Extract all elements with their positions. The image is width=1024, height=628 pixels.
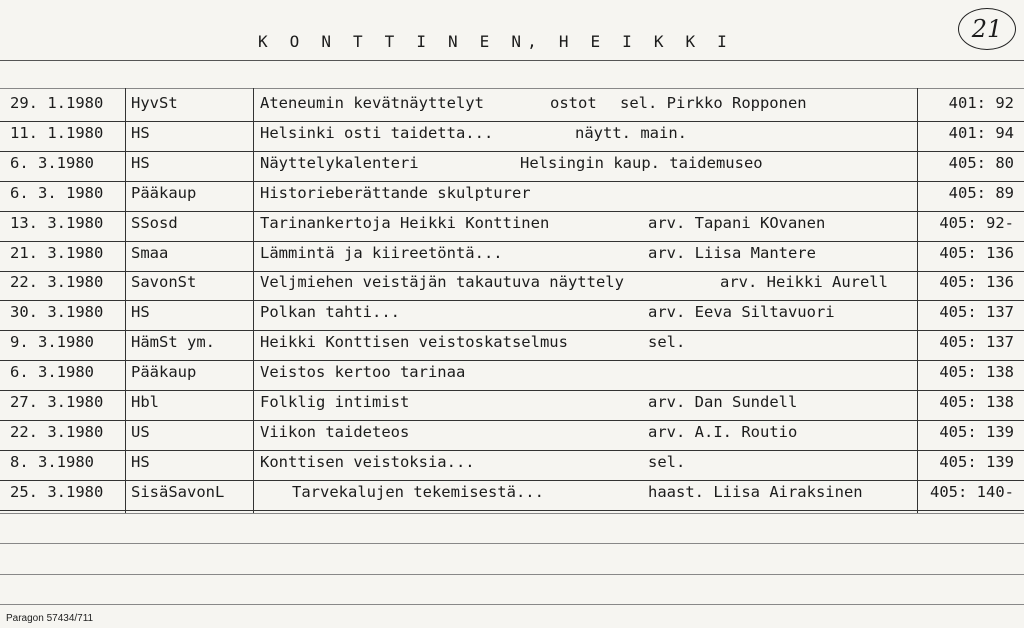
entry-ref: 405: 92-	[939, 214, 1014, 232]
entry-person: arv. Dan Sundell	[648, 393, 798, 411]
entry-source: Pääkaup	[131, 184, 197, 202]
entry-source: HämSt ym.	[131, 333, 215, 351]
entry-ref: 405: 80	[948, 154, 1014, 172]
entry-source: HS	[131, 124, 150, 142]
entry-source: HS	[131, 154, 150, 172]
entry-person: sel. Pirkko Roppone​n	[620, 94, 807, 112]
entry-date: 29. 1.1980	[10, 94, 104, 112]
header-rule	[0, 60, 1024, 61]
entry-person: arv. Tapani KOvanen	[648, 214, 826, 232]
entry-ref: 405: 139	[939, 453, 1014, 471]
row-rule	[0, 211, 1024, 212]
row-rule	[0, 420, 1024, 421]
row-rule	[0, 360, 1024, 361]
row-rule	[0, 390, 1024, 391]
entry-ref: 405: 136	[939, 244, 1014, 262]
entry-source: SavonSt	[131, 273, 197, 291]
entry-title: Viikon taideteos	[260, 423, 410, 441]
entry-date: 11. 1.1980	[10, 124, 104, 142]
entry-person: sel.	[648, 333, 686, 351]
entry-title: Polkan tahti...	[260, 303, 400, 321]
entry-title: Konttisen veistoksia...	[260, 453, 475, 471]
entry-person: arv. Liisa Mantere	[648, 244, 816, 262]
entry-date: 22. 3.1980	[10, 423, 104, 441]
entry-source: HS	[131, 453, 150, 471]
row-rule	[0, 300, 1024, 301]
entry-title: Näyttelykalenteri	[260, 154, 419, 172]
entry-date: 22. 3.1980	[10, 273, 104, 291]
row-rule	[0, 181, 1024, 182]
entry-source: Smaa	[131, 244, 169, 262]
entry-extra: näytt. main.	[575, 124, 687, 142]
entry-title: Veistos kertoo tarinaa	[260, 363, 466, 381]
entry-date: 13. 3.1980	[10, 214, 104, 232]
entry-date: 6. 3.1980	[10, 363, 94, 381]
entry-title: Historieberättande skulpturer	[260, 184, 531, 202]
entry-title: Tarinankertoja Heikki Konttinen	[260, 214, 550, 232]
entry-title: Heikki Konttisen veistoskatselmus	[260, 333, 568, 351]
card-title: K O N T T I N E N, H E I K K I	[258, 32, 733, 51]
entry-person: arv. Heikki Aurell	[720, 273, 888, 291]
entry-date: 21. 3.1980	[10, 244, 104, 262]
entry-ref: 405: 89	[948, 184, 1014, 202]
entry-source: HyvSt	[131, 94, 178, 112]
row-rule	[0, 241, 1024, 242]
entry-date: 9. 3.1980	[10, 333, 94, 351]
entry-ref: 405: 138	[939, 363, 1014, 381]
entry-source: SisäSavonL	[131, 483, 225, 501]
row-rule	[0, 151, 1024, 152]
row-rule	[0, 480, 1024, 481]
row-rule	[0, 510, 1024, 511]
blank-rule-2	[0, 543, 1024, 544]
entry-date: 6. 3.1980	[10, 154, 94, 172]
entry-ref: 405: 137	[939, 303, 1014, 321]
entry-extra: ostot	[550, 94, 597, 112]
card-number-circle: 21	[958, 8, 1016, 50]
entry-title: Veljmiehen veistäjän takautuva näyttely	[260, 273, 624, 291]
entry-title: Ateneumin kevätnäyttelyt	[260, 94, 484, 112]
printer-imprint: Paragon 57434/711	[6, 613, 94, 624]
entry-source: Pääkaup	[131, 363, 197, 381]
entry-ref: 405: 138	[939, 393, 1014, 411]
entry-ref: 405: 136	[939, 273, 1014, 291]
blank-rule-1	[0, 513, 1024, 514]
entry-ref: 401: 94	[948, 124, 1014, 142]
entry-source: HS	[131, 303, 150, 321]
entry-person: haast. Liisa Airaksinen	[648, 483, 863, 501]
entry-source: SSosd	[131, 214, 178, 232]
entry-title: Helsinki osti taidetta...	[260, 124, 494, 142]
row-rule	[0, 121, 1024, 122]
entry-source: Hbl	[131, 393, 159, 411]
blank-rule-4	[0, 604, 1024, 605]
entry-ref: 405: 139	[939, 423, 1014, 441]
entry-ref: 405: 140-	[930, 483, 1014, 501]
entry-person: arv. Eeva Siltavuori	[648, 303, 835, 321]
entry-date: 8. 3.1980	[10, 453, 94, 471]
entry-extra: Helsingin kaup. taidemuseo	[520, 154, 763, 172]
row-rule	[0, 450, 1024, 451]
entry-date: 30. 3.1980	[10, 303, 104, 321]
entry-ref: 401: 92	[948, 94, 1014, 112]
entry-source: US	[131, 423, 150, 441]
blank-rule-3	[0, 574, 1024, 575]
entry-person: sel.	[648, 453, 686, 471]
entry-date: 6. 3. 1980	[10, 184, 104, 202]
entry-title: Tarvekalujen tekemisestä...	[292, 483, 544, 501]
entry-person: arv. A.I. Routio	[648, 423, 798, 441]
row-rule	[0, 330, 1024, 331]
entry-title: Lämmintä ja kiireetöntä...	[260, 244, 503, 262]
entry-ref: 405: 137	[939, 333, 1014, 351]
row-rule	[0, 271, 1024, 272]
entry-date: 25. 3.1980	[10, 483, 104, 501]
header-rule-lower	[0, 88, 1024, 89]
entry-date: 27. 3.1980	[10, 393, 104, 411]
entry-title: Folklig intimist	[260, 393, 410, 411]
